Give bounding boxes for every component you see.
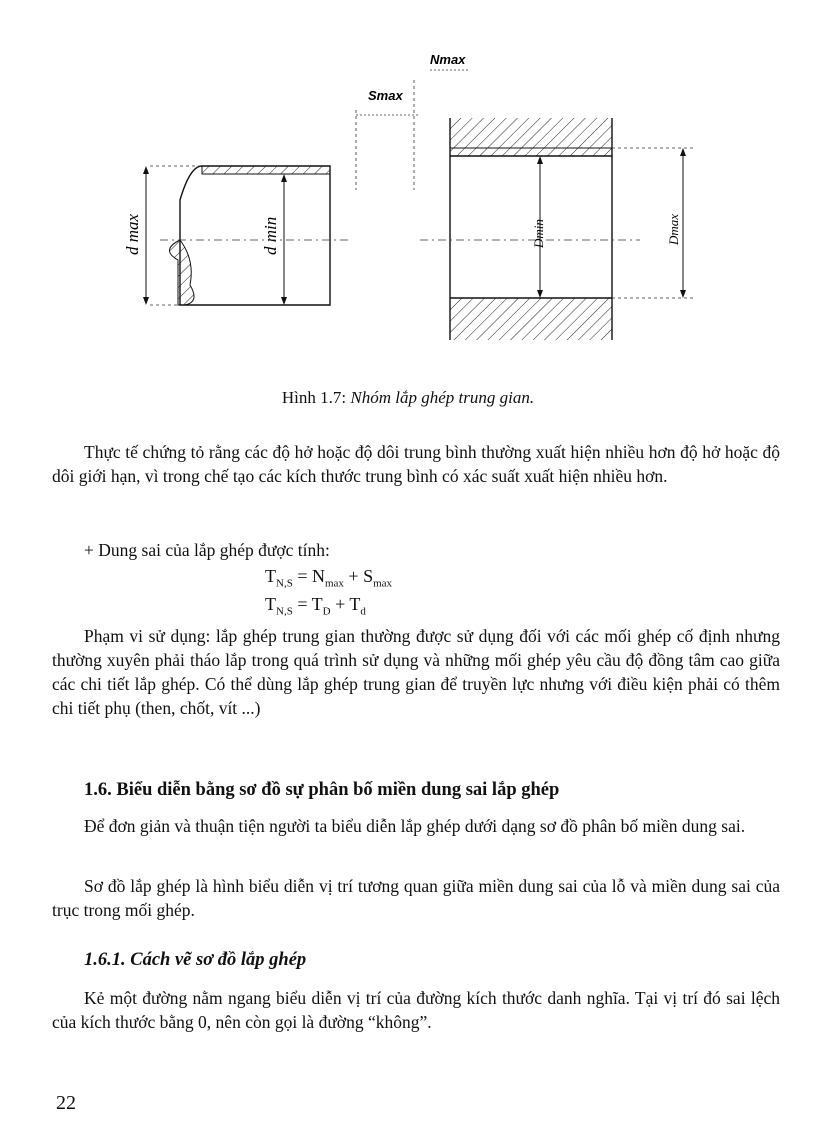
body-paragraph-4: Để đơn giản và thuận tiện người ta biểu diễn lắp ghép dưới dạng sơ đồ phân bố miền dung sai. <box>84 816 746 836</box>
body-paragraph-3: Phạm vi sử dụng: lắp ghép trung gian thường được sử dụng đối với các mối ghép cố định nhưng thường xuyên phải tháo lắp trong quá trình sử dụng và những mối ghép yêu cầu độ đồng tâm cao giữa các chi tiết lắp ghép. Có thể dùng lắp ghép trung gian để truyền lực nhưng với điều kiện phải có thêm chi tiết phụ (then, chốt, vít ...) <box>52 626 780 718</box>
shaft-break-section <box>169 240 194 305</box>
hole-tolerance-band <box>450 148 612 156</box>
shaft-tolerance-band <box>202 166 330 174</box>
D-min-label: Dmin <box>531 219 546 248</box>
hole-lower-wall <box>450 298 612 340</box>
page-number: 22 <box>56 1092 76 1114</box>
body-paragraph-1: Thực tế chứng tỏ rằng các độ hở hoặc độ dôi trung bình thường xuất hiện nhiều hơn độ hở hoặc độ dôi giới hạn, vì trong chế tạo các kích thước trung bình có xác suất xuất hiện nhiều hơn. <box>52 442 780 486</box>
dmin-arrow-bottom <box>281 297 287 305</box>
figure-transition-fit <box>120 40 720 370</box>
caption-prefix: Hình 1.7: <box>281 388 351 407</box>
body-paragraph-2: + Dung sai của lắp ghép được tính: <box>84 540 330 560</box>
formula-1: $T_{N,S} = N_{max} + S_{max}$ <box>265 566 393 590</box>
Dmax-arrow-bottom <box>680 290 686 298</box>
Dmin-arrow-bottom <box>537 290 543 298</box>
figure-caption <box>0 388 816 408</box>
body-paragraph-6: Kẻ một đường nằm ngang biểu diễn vị trí của đường kích thước danh nghĩa. Tại vị trí đó sai lệch của kích thước bằng 0, nên còn gọi là đường “không”. <box>52 988 780 1032</box>
shaft-outline <box>180 166 330 305</box>
heading-1-6-1: 1.6.1. Cách vẽ sơ đồ lắp ghép <box>84 950 307 970</box>
formula-2: $T_{N,S} = T_D + T_d$ <box>265 594 366 618</box>
hole-upper-wall <box>450 118 612 148</box>
body-paragraph-5: Sơ đồ lắp ghép là hình biểu diễn vị trí tương quan giữa miền dung sai của lỗ và miền dung sai của trục trong mối ghép. <box>52 876 780 920</box>
s-max-label: Smax <box>368 88 403 103</box>
fit-diagram <box>120 40 720 370</box>
dmin-arrow-top <box>281 174 287 182</box>
d-min-label: d min <box>261 216 280 255</box>
Dmin-arrow-top <box>537 156 543 164</box>
heading-1-6: 1.6. Biểu diễn bằng sơ đồ sự phân bố miền dung sai lắp ghép <box>84 780 560 800</box>
dmax-arrow-bottom <box>143 297 149 305</box>
Dmax-arrow-top <box>680 148 686 156</box>
n-max-label: Nmax <box>430 52 466 67</box>
dmax-arrow-top <box>143 166 149 174</box>
caption-title: Nhóm lắp ghép trung gian. <box>350 388 535 407</box>
D-max-label: Dmax <box>666 213 681 245</box>
d-max-label: d max <box>123 213 142 255</box>
